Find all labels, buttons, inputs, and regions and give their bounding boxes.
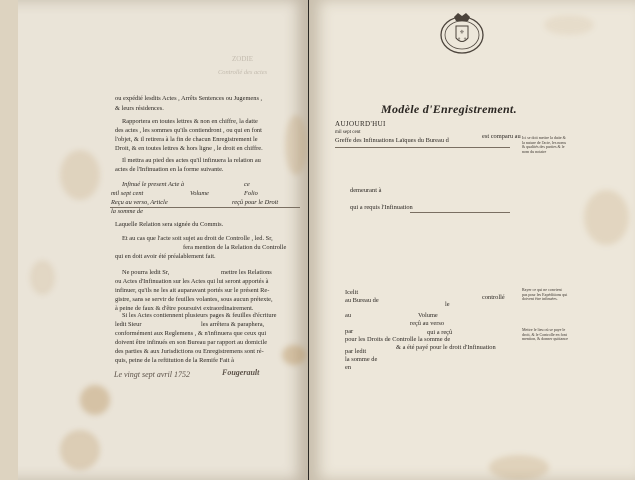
signature: Fougerault: [222, 368, 260, 377]
form-text: Icelit: [345, 289, 359, 296]
text-line: gistre, sans se servir de feuilles volantes, sous aucun prétexte,: [115, 296, 273, 303]
form-text: la somme de: [345, 356, 378, 363]
form-text: reçû au verso: [410, 320, 445, 327]
form-text: Reçu au verso, Article: [111, 199, 168, 206]
form-text: mil sept cent: [335, 130, 361, 135]
text-line: Si les Actes contiennent plusieurs pages & feuilles d'écriture: [122, 312, 277, 319]
form-text: Folio: [244, 190, 258, 197]
form-text: demeurant à: [350, 187, 382, 194]
svg-text:⚜: ⚜: [459, 29, 465, 36]
text-line: à peine de faux & d'être poursuivi extraordinairement.: [115, 305, 254, 312]
form-text: Greffe des Infinuations Laïques du Bureau d: [335, 137, 449, 144]
text-line: des actes , les sommes qu'ils contiendront , ou qui en font: [115, 127, 262, 134]
stain: [60, 150, 100, 200]
stain: [584, 190, 629, 245]
right-page: [309, 0, 635, 480]
text-line: qui en doit avoir été préalablement fait.: [115, 253, 216, 260]
form-text: au: [345, 312, 352, 319]
form-text: qui a reçû: [427, 329, 453, 336]
form-text: au Bureau de: [345, 297, 379, 304]
margin-note: Rayer ce qui ne convient pas pour les Expéditions qui doivent être infinuées.: [522, 287, 568, 302]
stain: [282, 345, 306, 365]
stain: [30, 260, 55, 295]
form-text: la somme de: [111, 208, 143, 215]
form-text: par ledit: [345, 348, 367, 355]
form-text: Volume: [190, 190, 209, 197]
form-text: Volume: [418, 312, 438, 319]
text-line: ou Actes d'Infinuation sur les Actes qui lui seront apportés à: [115, 278, 269, 285]
text-line: conformément aux Reglemens , & n'infinuera que ceux qui: [115, 330, 267, 337]
stain: [285, 115, 307, 175]
text-line: fera mention de la Relation du Controlle: [183, 244, 287, 251]
signature-date: Le vingt sept avril 1752: [114, 370, 190, 379]
stain: [489, 455, 549, 480]
text-line: & leurs résidences.: [115, 105, 164, 112]
text-line: Laquelle Relation sera signée du Commis.: [115, 221, 224, 228]
form-text: qui a requis l'Infinuation: [350, 204, 413, 211]
ghost-subtitle: Controllé des actes: [218, 69, 268, 76]
royal-seal-icon: [439, 11, 485, 55]
form-text: controllé: [482, 294, 505, 301]
stain: [60, 430, 100, 470]
stain: [544, 15, 594, 35]
text-line: Il mettra au pied des actes qu'il infinuera la relation au: [122, 157, 261, 164]
form-text: pour les Droits de Controlle la somme de: [345, 336, 451, 343]
svg-text:⚜: ⚜: [457, 36, 461, 41]
text-line: Ne pourra ledit Sr,: [122, 269, 170, 276]
page-edge: [0, 0, 18, 480]
svg-text:⚜: ⚜: [463, 36, 467, 41]
text-line: l'objet, & il retirera à la fin de chacun Enregistrement le: [115, 136, 258, 143]
left-page: [0, 0, 308, 480]
text-line: doivent être infinués en son Bureau par rapport au domicile: [115, 339, 268, 346]
text-line: mettre les Relations: [221, 269, 272, 276]
text-line: infinuer, qu'ils ne les ait auparavant portés sur le présent Re-: [115, 287, 270, 294]
form-rule: [110, 207, 300, 208]
text-line: les arrêtera & paraphera,: [201, 321, 265, 328]
form-text: ce: [244, 181, 250, 188]
form-text: & a été payé pour le droit d'Infinuation: [396, 344, 496, 351]
form-text: Infinué le present Acte à: [122, 181, 185, 188]
page-title: Modèle d'Enregistrement.: [381, 102, 517, 116]
form-text: mil sept cent: [111, 190, 144, 197]
text-line: ledit Sieur: [115, 321, 142, 328]
text-line: Et au cas que l'acte soit sujet au droit de Controlle , led. Sr,: [122, 235, 273, 242]
text-line: Droit, & en toutes lettres & hors ligne , le droit en chiffre.: [115, 145, 263, 152]
form-text: par: [345, 328, 354, 335]
text-line: Rapportera en toutes lettres & non en chiffre, la datte: [122, 118, 258, 125]
form-text: est comparu au: [482, 133, 521, 140]
form-text: reçû pour le Droit: [232, 199, 279, 206]
text-line: ou expédié lesdits Actes , Arrêts Sentences ou Jugemens ,: [115, 95, 263, 102]
stain: [80, 385, 110, 415]
margin-note: Ici se doit mettre la datte & la nature de l'acte, les noms & qualités des parties & le nom du notaire: [522, 135, 567, 154]
text-line: des parties & aux Jurisdictions ou Enregistremens sont ré-: [115, 348, 264, 355]
form-rule: [335, 147, 510, 148]
text-line: quis, peine de la reftitution de la Remife Fait à: [115, 357, 234, 364]
form-text: le: [445, 301, 450, 308]
form-rule: [410, 212, 510, 213]
form-text: AUJOURD'HUI: [335, 120, 386, 128]
text-line: actes de l'Infinuation en la forme suivante.: [115, 166, 224, 173]
form-text: en: [345, 364, 352, 371]
margin-note: Mettre le lieu où se paye le droit, & le Controlle en font mention, & donner quittance: [522, 327, 568, 342]
ghost-title: ZODIE: [232, 55, 253, 63]
